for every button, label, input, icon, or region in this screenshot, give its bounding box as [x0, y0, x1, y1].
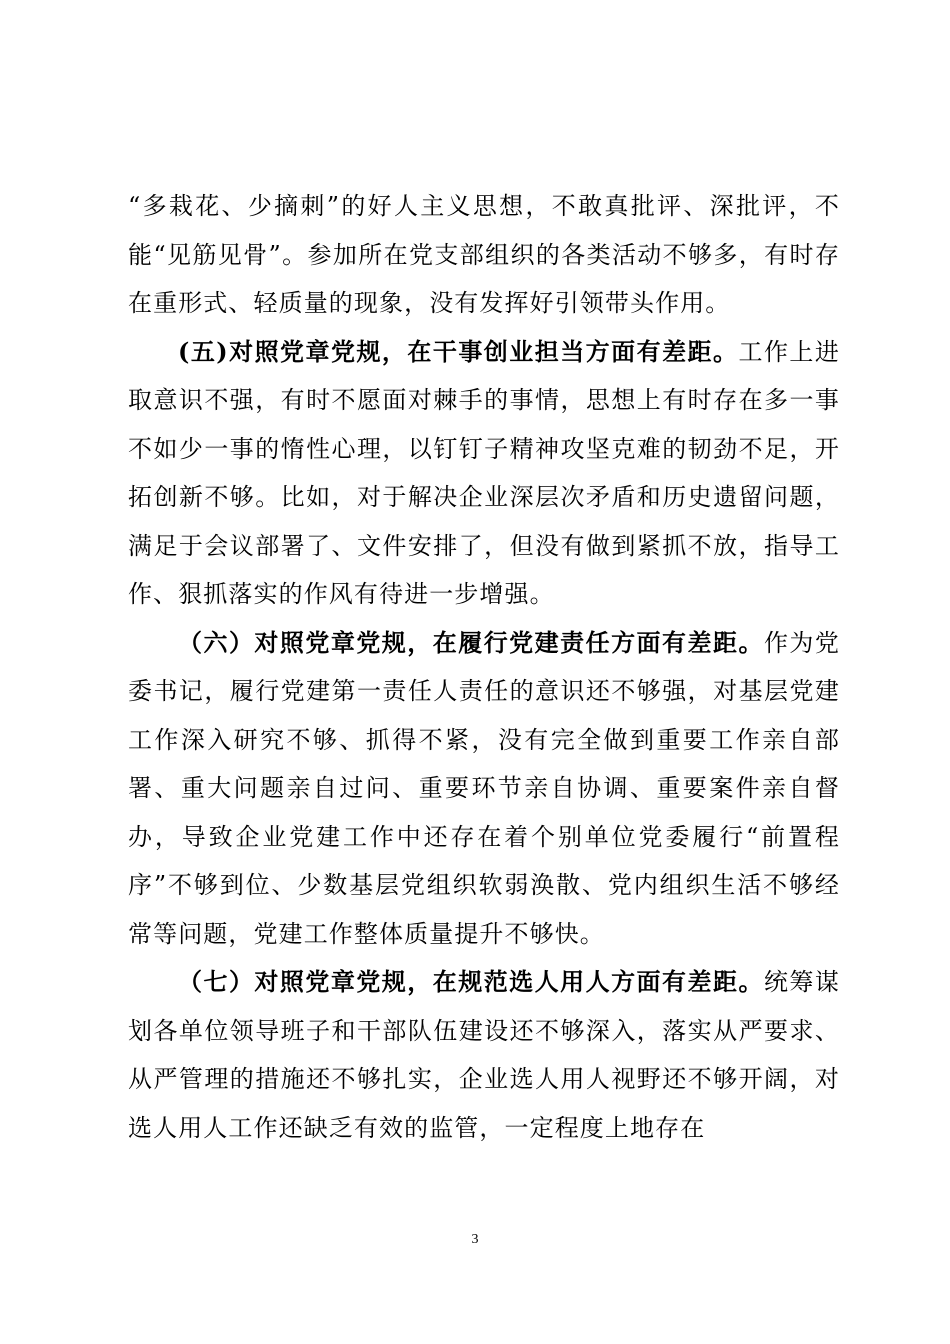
section-heading: (五)对照党章党规，在干事创业担当方面有差距。 [178, 336, 739, 366]
paragraph-continuation [128, 182, 840, 328]
paragraph-text: 统筹谋划各单位领导班子和干部队伍建设还不够深入，落实从严要求、从严管理的措施还不够扎实，企业选人用人视野还不够开阔，对选人用人工作还缺乏有效的监管，一定程度上地存在 [128, 968, 840, 1142]
section-heading: （七）对照党章党规，在规范选人用人方面有差距。 [178, 967, 764, 996]
paragraph-text: 工作上进取意识不强，有时不愿面对棘手的事情，思想上有时存在多一事不如少一事的惰性心理，以钉钉子精神攻坚克难的韧劲不足，开拓创新不够。比如，对于解决企业深层次矛盾和历史遗留问题，满足于会议部署了、文件安排了，但没有做到紧抓不放，指导工作、狠抓落实的作风有待进一步增强。 [128, 337, 840, 608]
document-body [128, 182, 840, 1152]
paragraph-section-5 [128, 328, 840, 619]
paragraph-section-6 [128, 619, 840, 959]
paragraph-section-7 [128, 958, 840, 1152]
paragraph-text: 作为党委书记，履行党建第一责任人责任的意识还不够强，对基层党建工作深入研究不够、抓得不紧，没有完全做到重要工作亲自部署、重大问题亲自过问、重要环节亲自协调、重要案件亲自督办，导致企业党建工作中还存在着个别单位党委履行“前置程序”不够到位、少数基层党组织软弱涣散、党内组织生活不够经常等问题，党建工作整体质量提升不够快。 [128, 628, 840, 948]
page-number: 3 [471, 1232, 479, 1247]
section-heading: （六）对照党章党规，在履行党建责任方面有差距。 [178, 627, 764, 657]
paragraph-text: “多栽花、少摘刺”的好人主义思想，不敢真批评、深批评，不能“见筋见骨”。参加所在党支部组织的各类活动不够多，有时存在重形式、轻质量的现象，没有发挥好引领带头作用。 [128, 192, 840, 317]
